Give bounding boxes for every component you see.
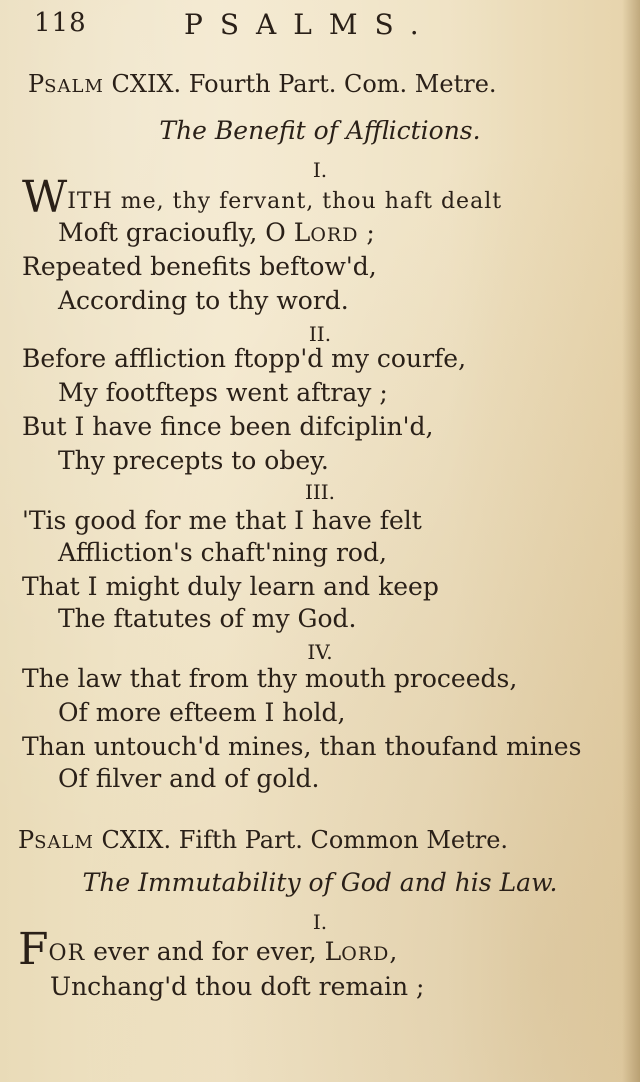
lord-smallcaps: ORD [310,224,359,246]
drop-cap: F [18,924,49,975]
verse-line: Of filver and of gold. [58,764,320,793]
lord-smallcaps: ORD [341,943,390,965]
subtitle-part4: The Benefit of Afflictions. [159,116,481,145]
verse-line: My footfteps went aftray ; [58,378,388,407]
verse-line: The law that from thy mouth proceeds, [22,664,518,693]
section-title-part4 [28,70,608,98]
page-header [34,6,620,50]
stanza-number-1-part5: I. [312,910,328,934]
verse-line [18,924,398,975]
running-head: PSALMS. [184,8,436,41]
verse-text: OR [48,941,86,966]
verse-line: Before affliction ftopp'd my courfe, [22,344,467,373]
drop-cap: W [22,172,68,223]
lord-initial: L [324,937,342,966]
verse-line: The ftatutes of my God. [58,604,357,633]
verse-line: That I might duly learn and keep [22,572,439,601]
stanza-number-1: I. [312,158,328,182]
verse-line: 'Tis good for me that I have felt [22,506,422,535]
title-tail: CXIX. Fifth Part. Common Metre. [93,826,509,854]
verse-line [22,172,503,223]
verse-line: But I have fince been difciplin'd, [22,412,434,441]
verse-line: Unchang'd thou doft remain ; [50,972,425,1001]
verse-text: Moft gracioufly, O [58,218,294,247]
verse-line: Of more efteem I hold, [58,698,346,727]
page-number: 118 [34,8,87,38]
title-tail: CXIX. Fourth Part. Com. Metre. [103,70,497,98]
verse-line: Repeated benefits beftow'd, [22,252,377,281]
lord-initial: L [293,218,311,247]
title-smallcaps: SALM [34,832,94,853]
title-initial: P [18,826,35,854]
stanza-number-2: II. [308,322,332,346]
stanza-number-3: III. [304,480,336,504]
verse-line: Thy precepts to obey. [58,446,329,475]
verse-punct: , [389,937,398,966]
verse-text: ITH me, thy fervant, thou haft dealt [67,189,503,214]
subtitle-part5: The Immutability of God and his Law. [82,868,558,897]
verse-line: Than untouch'd mines, than thoufand mines [22,732,582,761]
verse-punct: ; [358,218,375,247]
title-initial: P [28,70,45,98]
section-title-part5 [18,826,608,854]
stanza-number-4: IV. [307,640,333,664]
verse-line: According to thy word. [58,286,349,315]
title-smallcaps: SALM [44,76,104,97]
verse-line: Affliction's chaft'ning rod, [58,538,387,567]
verse-line [58,218,375,247]
verse-text: ever and for ever, [85,937,325,966]
